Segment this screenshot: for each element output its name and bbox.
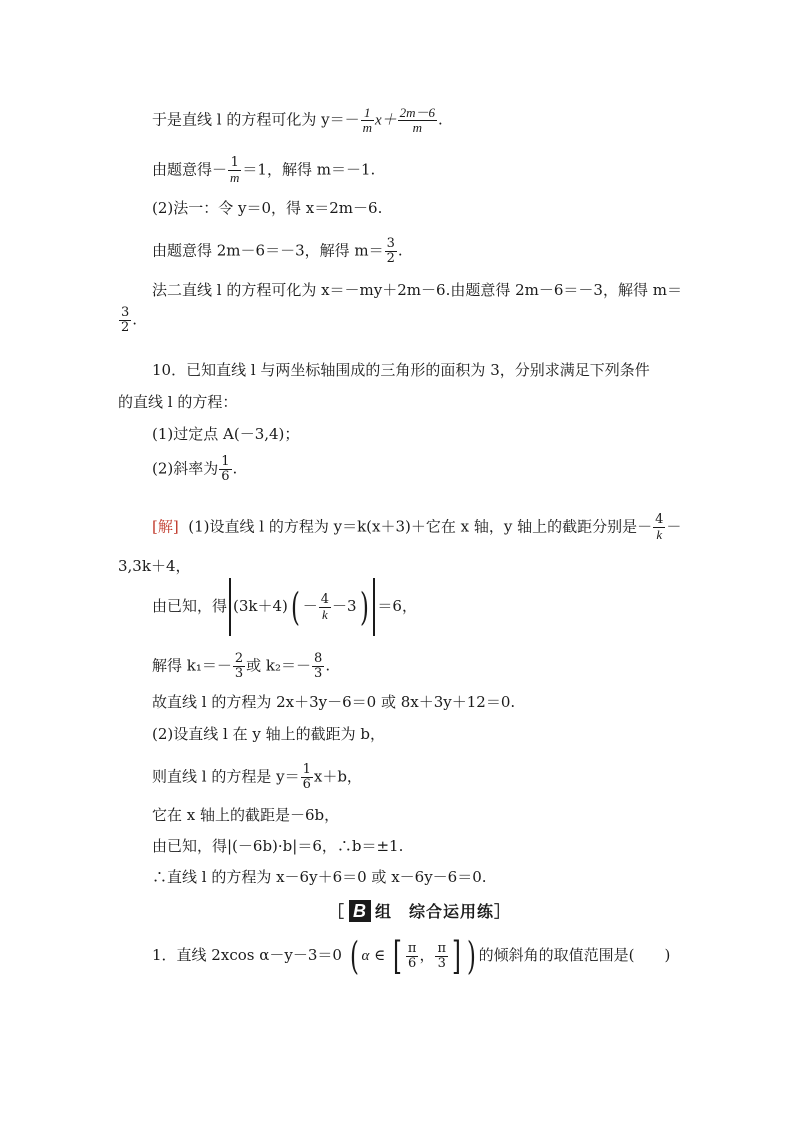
- line-method-one: (2)法一：令 y＝0，得 x＝2m－6.: [152, 199, 383, 217]
- solution-part-2-line: 则直线 l 的方程是 y＝ $\frac{1}{6}$ x＋b，: [152, 762, 362, 792]
- fraction: $\frac{4}{k}$: [655, 512, 664, 542]
- fraction: $\frac{3}{2}$: [121, 305, 130, 335]
- fraction: $\frac{8}{3}$: [314, 651, 323, 681]
- line-equation-form: 于是直线 l 的方程可化为 y＝－ $\frac{1}{m}$ x＋ $\frac{2m-6}{m}$ .: [152, 105, 443, 135]
- solution-intercepts: 3,3k＋4，: [118, 557, 191, 575]
- fraction: $\frac{2m-6}{m}$: [399, 105, 436, 135]
- section-heading: ［ B 组 综合运用练］: [328, 901, 512, 921]
- question-10-part-1: (1)过定点 A(－3,4)；: [152, 425, 300, 443]
- solution-tag: [解]: [152, 517, 179, 536]
- fraction: $\frac{1}{m}$: [230, 155, 240, 185]
- solution-part-1-answer: 故直线 l 的方程为 2x＋3y－6＝0 或 8x＋3y＋12＝0.: [152, 693, 516, 711]
- fraction: $\frac{\pi}{6}$: [407, 940, 417, 971]
- line-slope-condition: 由题意得－ $\frac{1}{m}$ ＝1，解得 m＝－1.: [152, 155, 376, 185]
- fraction: $\frac{\pi}{3}$: [437, 940, 446, 971]
- abs-bar-right: [373, 578, 375, 636]
- solution-part-2-start: (2)设直线 l 在 y 轴上的截距为 b，: [152, 725, 385, 743]
- abs-bar-left: [229, 578, 231, 636]
- fraction: $\frac{1}{m}$: [362, 105, 372, 135]
- solution-part-2-condition: 由已知，得|(－6b)·b|＝6，∴b＝±1.: [152, 837, 404, 855]
- fraction: $\frac{1}{6}$: [221, 454, 230, 484]
- solution-area-equation: 由已知，得 (3k＋4)( － $\frac{4}{k}$ －3) ＝6，: [152, 577, 417, 636]
- question-10-part-2: (2)斜率为 $\frac{1}{6}$ .: [152, 454, 238, 484]
- question-1: 1．直线 2xcos α－y－3＝0 ( α ∈ [ $\frac{\pi}{6}$ ， $\frac{\pi}{3}$ ] ) 的倾斜角的取值范围是( ): [152, 934, 671, 978]
- line-method-two-result: $\frac{3}{2}$ .: [121, 305, 138, 335]
- solution-k-values: 解得 k₁＝－ $\frac{2}{3}$ 或 k₂＝－ $\frac{8}{3}$ .: [152, 651, 331, 681]
- line-method-two: 法二直线 l 的方程可化为 x＝－my＋2m－6.由题意得 2m－6＝－3，解得 m＝: [152, 281, 682, 299]
- fraction: $\frac{4}{k}$: [320, 591, 330, 622]
- fraction: $\frac{2}{3}$: [234, 651, 244, 681]
- solution-part-1-start: [解] (1)设直线 l 的方程为 y＝k(x＋3)＋它在 x 轴，y 轴上的截距分别是－ $\frac{4}{k}$ －: [152, 512, 682, 542]
- question-10-stem-cont: 的直线 l 的方程：: [118, 393, 238, 411]
- group-badge: B: [349, 900, 371, 922]
- line-solve-m: 由题意得 2m－6＝－3，解得 m＝ $\frac{3}{2}$ .: [152, 236, 403, 266]
- fraction: $\frac{3}{2}$: [386, 236, 395, 266]
- solution-part-2-intercept: 它在 x 轴上的截距是－6b，: [152, 806, 340, 824]
- fraction: $\frac{1}{6}$: [302, 762, 311, 792]
- question-10-stem: 10．已知直线 l 与两坐标轴围成的三角形的面积为 3，分别求满足下列条件: [152, 361, 650, 379]
- solution-part-2-answer: ∴直线 l 的方程为 x－6y＋6＝0 或 x－6y－6＝0.: [152, 868, 487, 886]
